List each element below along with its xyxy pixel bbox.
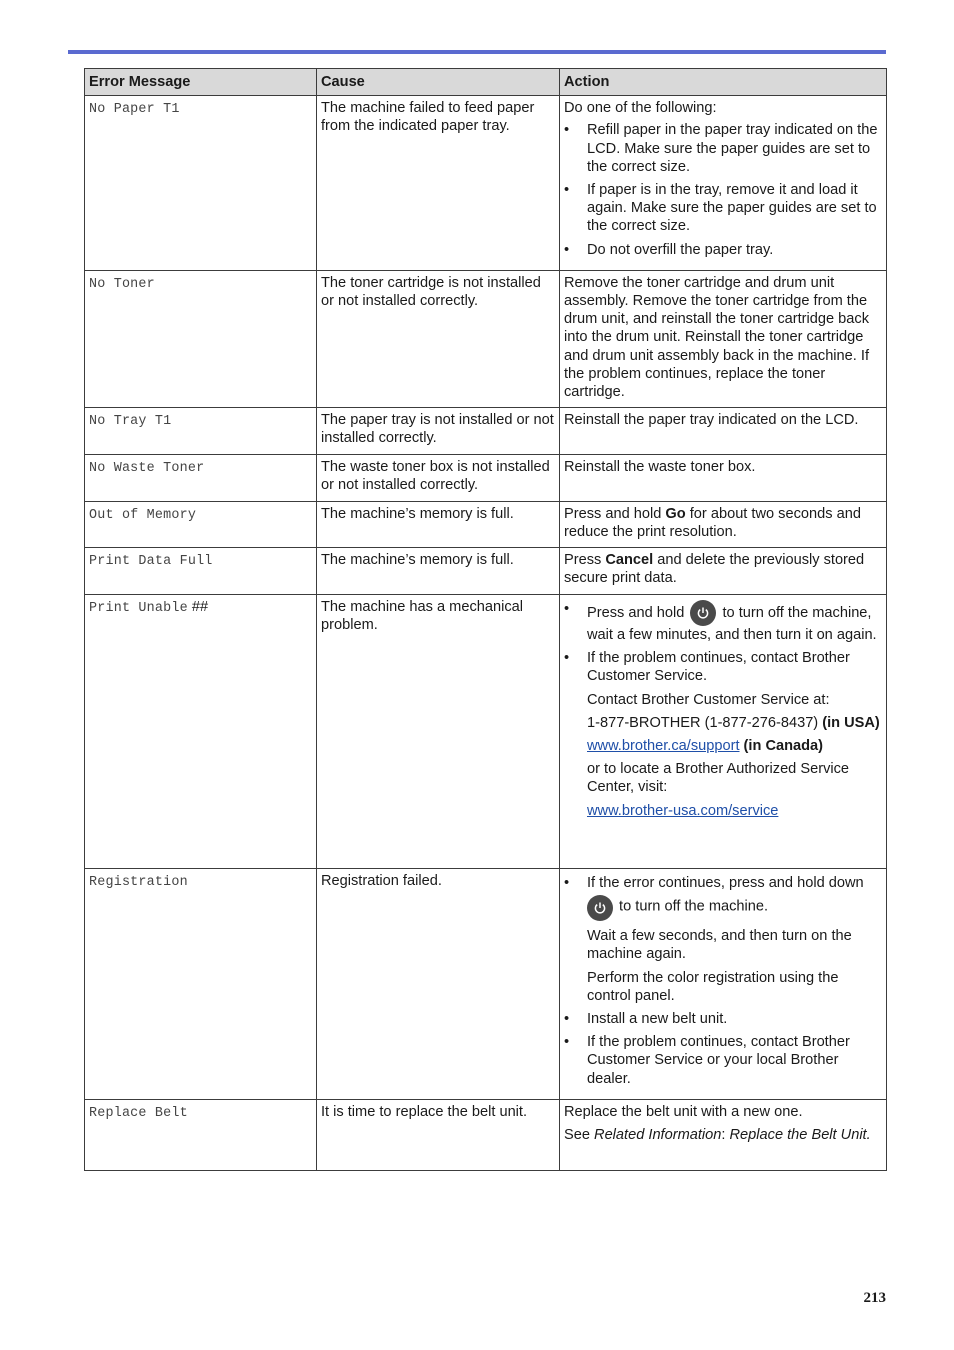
cause: Registration failed.: [317, 869, 560, 1100]
brother-usa-link[interactable]: www.brother-usa.com/service: [587, 802, 779, 819]
page-number: 213: [863, 1290, 886, 1306]
see-also: See Related Information: Replace the Belt Unit.: [564, 1127, 871, 1144]
brother-ca-link[interactable]: www.brother.ca/support: [587, 738, 740, 755]
table-row: [85, 869, 887, 1100]
contact-text: Contact Brother Customer Service at:: [587, 691, 830, 708]
canada-line: www.brother.ca/support (in Canada): [587, 738, 824, 755]
error-message: Print Data Full: [85, 548, 317, 595]
top-rule: [68, 50, 886, 54]
table-row: [85, 1099, 887, 1170]
header-error-message: Error Message: [85, 69, 317, 96]
list-item: • Press and hold to turn off the machine, wait a few minutes, and then turn it on again.: [564, 600, 882, 644]
error-message: Print Unable ##: [85, 595, 317, 869]
power-icon: [587, 895, 613, 921]
action: Press Cancel and delete the previously stored secure print data.: [560, 548, 887, 595]
action-text: Replace the belt unit with a new one.: [564, 1103, 803, 1120]
table-row: [85, 455, 887, 501]
cause: The waste toner box is not installed or not installed correctly.: [317, 455, 560, 501]
cause: It is time to replace the belt unit.: [317, 1099, 560, 1170]
list-item: • Do not overfill the paper tray.: [564, 241, 882, 259]
action: Reinstall the waste toner box.: [560, 455, 887, 501]
action: Reinstall the paper tray indicated on the LCD.: [560, 408, 887, 455]
error-message: Replace Belt: [85, 1099, 317, 1170]
contact-info: [564, 691, 882, 820]
error-message: No Paper T1: [85, 96, 317, 271]
list-item: • If the error continues, press and hold down to turn off the machine. Wait a few seconds, and then turn on the machine again. Perform the color registration using the control panel.: [564, 874, 882, 1005]
action: Press and hold Go for about two seconds and reduce the print resolution.: [560, 501, 887, 547]
table-row: [85, 548, 887, 595]
cause: The toner cartridge is not installed or not installed correctly.: [317, 270, 560, 407]
error-message: Out of Memory: [85, 501, 317, 547]
cause: The machine’s memory is full.: [317, 501, 560, 547]
table-row: [85, 270, 887, 407]
cause: The machine’s memory is full.: [317, 548, 560, 595]
cause: The machine failed to feed paper from the indicated paper tray.: [317, 96, 560, 271]
action-intro: Do one of the following:: [564, 100, 717, 117]
action: Remove the toner cartridge and drum unit assembly. Remove the toner cartridge from the drum unit, and reinstall the toner cartridge back into the drum unit. Reinstall the toner cartridge and drum unit assembly back in the machine. If the problem continues, replace the toner cartridge.: [560, 270, 887, 407]
phone-line: 1-877-BROTHER (1-877-276-8437) (in USA): [587, 714, 880, 731]
table-row: [85, 595, 887, 869]
action: [560, 869, 887, 1100]
list-item: • Refill paper in the paper tray indicated on the LCD. Make sure the paper guides are set to the correct size.: [564, 121, 882, 176]
table-row: [85, 501, 887, 547]
cause: The paper tray is not installed or not installed correctly.: [317, 408, 560, 455]
locate-text: or to locate a Brother Authorized Service Center, visit:: [587, 761, 850, 796]
error-message: Registration: [85, 869, 317, 1100]
list-item: • If the problem continues, contact Brother Customer Service or your local Brother dealer.: [564, 1033, 882, 1088]
table-header: [85, 69, 887, 96]
action: [560, 96, 887, 271]
header-action: Action: [560, 69, 887, 96]
table-row: [85, 408, 887, 455]
related-topic: Replace the Belt Unit.: [729, 1127, 871, 1144]
action: [560, 1099, 887, 1170]
action-list: [564, 121, 882, 258]
key-cancel: Cancel: [605, 552, 654, 569]
error-message: No Tray T1: [85, 408, 317, 455]
table-row: [85, 96, 887, 271]
usa-line: [587, 802, 882, 820]
list-item: • If the problem continues, contact Brother Customer Service.: [564, 649, 882, 685]
list-item: • If paper is in the tray, remove it and load it again. Make sure the paper guides are set to the correct size.: [564, 181, 882, 236]
power-icon: [690, 600, 716, 626]
error-message: No Toner: [85, 270, 317, 407]
error-message: No Waste Toner: [85, 455, 317, 501]
key-go: Go: [665, 505, 686, 522]
wait-text: Wait a few seconds, and then turn on the machine again.: [587, 928, 852, 963]
list-item: • Install a new belt unit.: [564, 1010, 882, 1028]
perform-text: Perform the color registration using the control panel.: [587, 969, 839, 1004]
action-list: [564, 600, 882, 686]
header-cause: Cause: [317, 69, 560, 96]
action: [560, 595, 887, 869]
cause: The machine has a mechanical problem.: [317, 595, 560, 869]
error-table: [84, 68, 887, 1171]
action-list: [564, 874, 882, 1088]
